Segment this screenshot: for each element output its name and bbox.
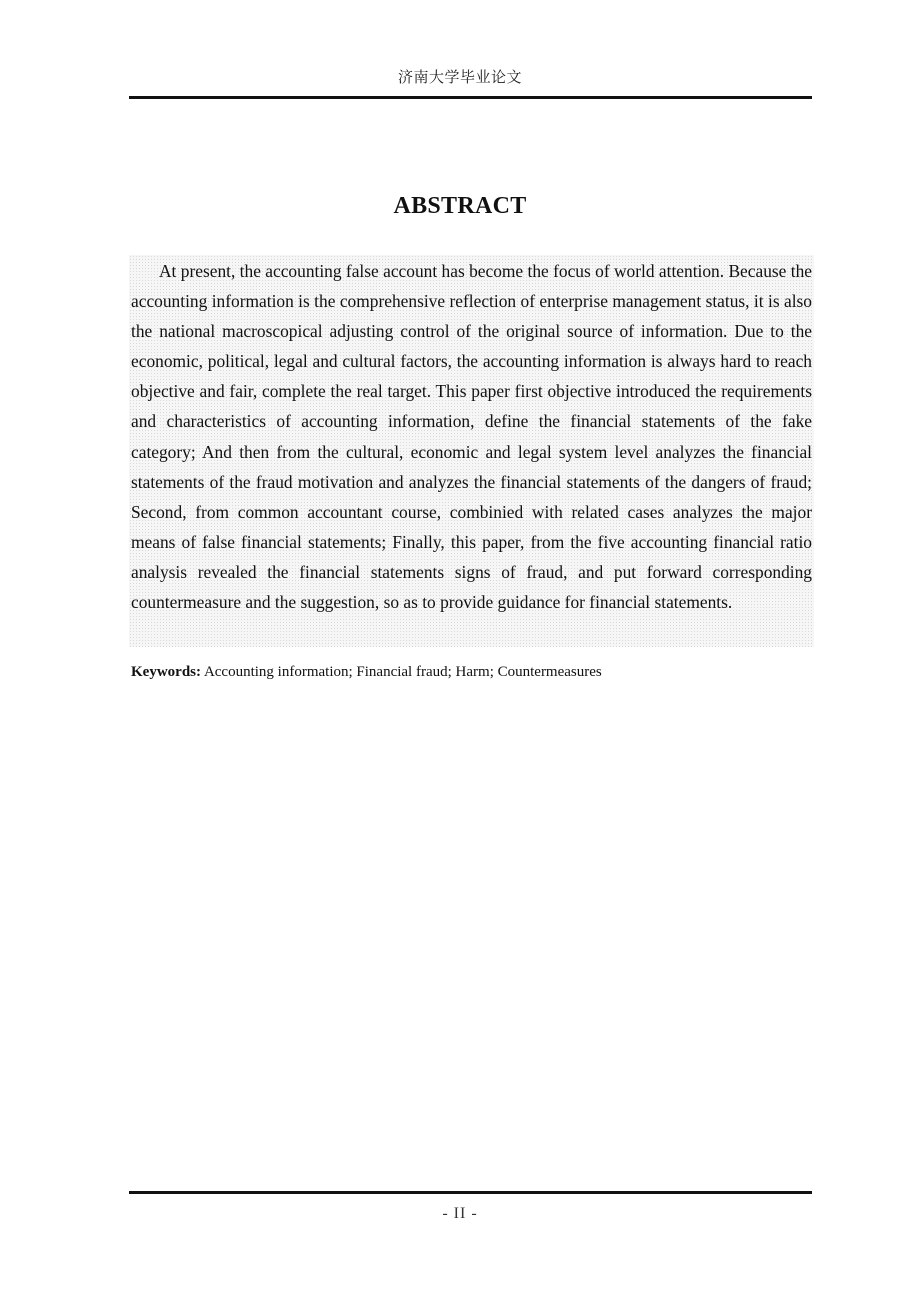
abstract-body-text: At present, the accounting false account has become the focus of world attention. Because the accounting information is the comprehensive reflection of enterprise management status, it is also the national macroscopical adjusting control of the original source of information. Due to the economic, political, legal and cultural factors, the accounting information is always hard to reach objective and fair, complete the real target. This paper first objective introduced the requirements and characteristics of accounting information, define the financial statements of the fake category; And then from the cultural, economic and legal system level analyzes the financial statements of the fraud motivation and analyzes the financial statements of the dangers of fraud; Second, from common accountant course, combinied with related cases analyzes the major means of false financial statements; Finally, this paper, from the five accounting financial ratio analysis revealed the financial statements signs of fraud, and put forward corresponding countermeasure and the suggestion, so as to provide guidance for financial statements. [131, 261, 812, 613]
running-header: 济南大学毕业论文 [397, 68, 522, 86]
abstract-title: ABSTRACT [393, 193, 527, 219]
keywords-value: Accounting information; Financial fraud; Harm; Countermeasures [203, 664, 602, 680]
header-rule [129, 96, 812, 99]
abstract-body-block [129, 255, 814, 647]
keywords-line [131, 662, 821, 682]
keywords-label: Keywords: [131, 664, 201, 680]
page-number: - II - [442, 1205, 478, 1222]
footer-rule [129, 1191, 812, 1194]
